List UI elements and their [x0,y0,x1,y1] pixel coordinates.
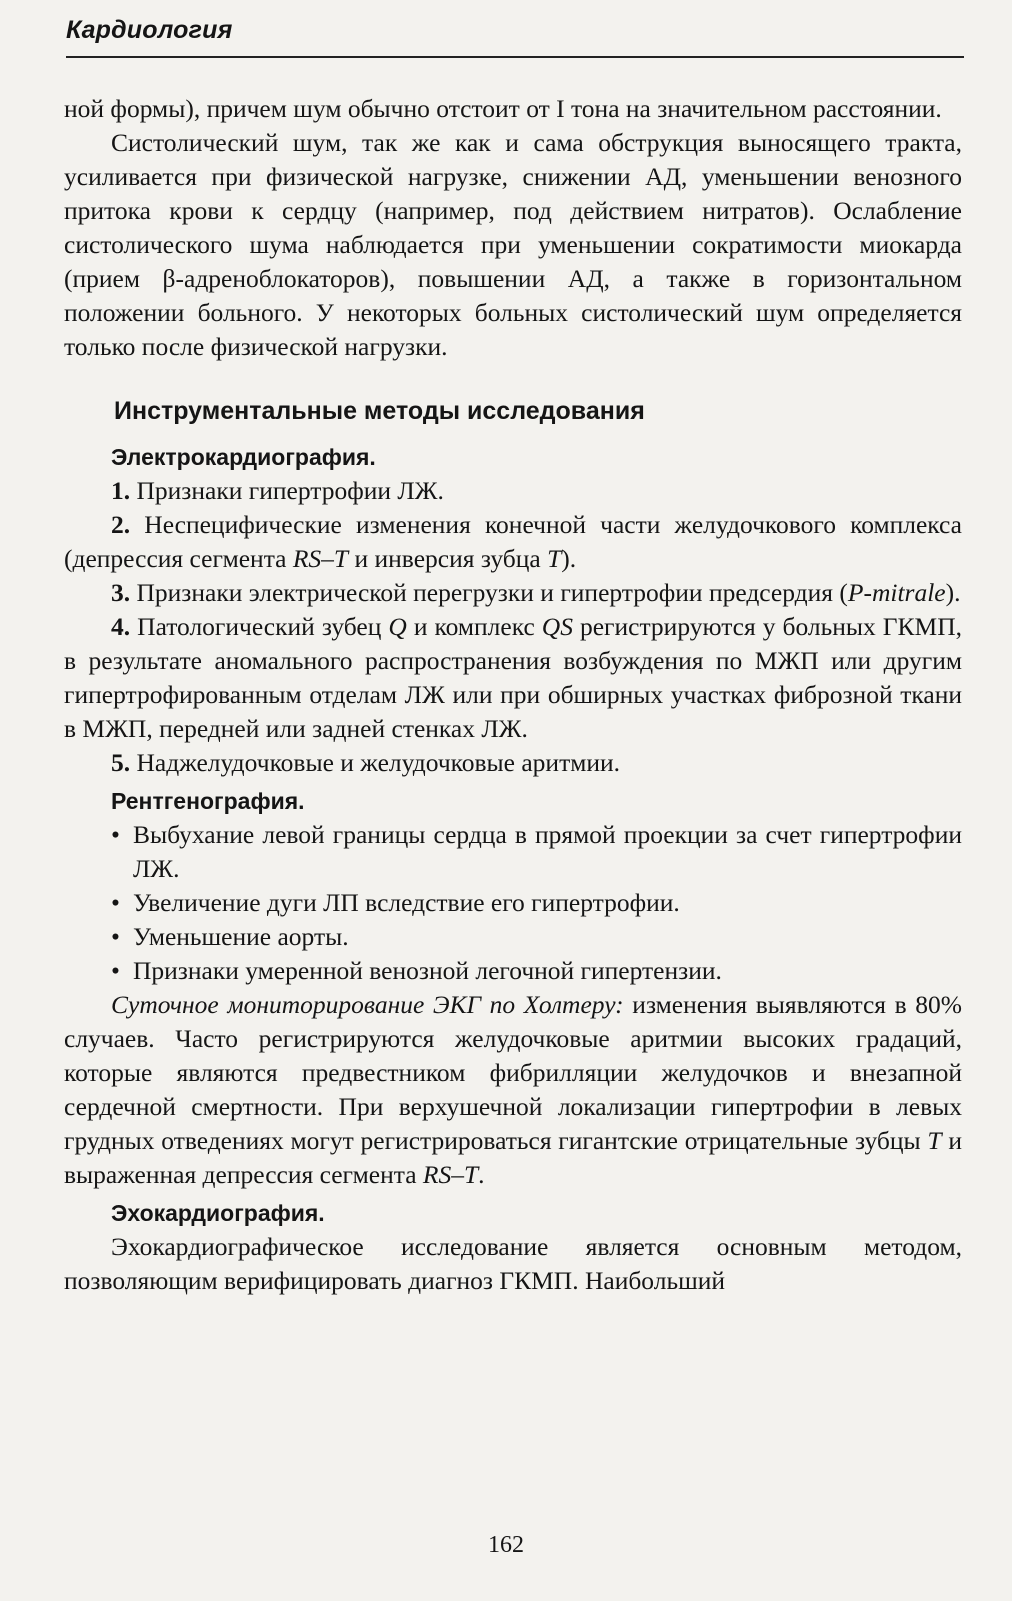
section-heading: Инструментальные методы исследования [114,397,645,425]
item-text: Наджелудочковые и желудочковые аритмии. [136,748,621,777]
item-text: Выбухание левой границы сердца в прямой проекции за счет гипертрофии ЛЖ. [133,820,962,883]
holter-term: RS–T [422,1160,479,1189]
xray-item-2 [64,886,962,920]
paragraph-echo: Эхокардиографическое исследование является основным методом, позволяющим верифицировать диагноз ГКМП. Наибольший [64,1232,962,1295]
xray-item-3 [64,920,962,954]
paragraph-systolic-murmur: Систолический шум, так же как и сама обструкция выносящего тракта, усиливается при физической нагрузке, снижении АД, уменьшении венозного притока крови к сердцу (например, под действием нитратов). Ослабление систолического шума наблюдается при уменьшении сократимости миокарда (прием β-адреноблокаторов), повышении АД, а также в горизонтальном положении больного. У некоторых больных систолический шум определяется только после физической нагрузки. [64,128,962,361]
subheading-ecg: Электрокардиография. [111,444,376,470]
item-text: и инверсия зубца [348,544,548,573]
holter-lead: Суточное мониторирование ЭКГ по Холтеру: [111,990,624,1019]
item-number: 1. [111,476,131,505]
ecg-item-3 [64,576,962,610]
holter-term: T [927,1126,942,1155]
item-term: T [547,544,562,573]
item-text: Признаки гипертрофии ЛЖ. [136,476,444,505]
holter-text: изменения выявляются в 80% случаев. Часто регистрируются желудочковые аритмии высоких градаций, которые являются предвестником фибрилляции желудочков и внезапной сердечной смертности. При верхушечной локализации гипертрофии в левых грудных отведениях могут регистрироваться гигантские отрицательные зубцы [64,990,962,1155]
item-term: Q [388,612,407,641]
page-body [64,92,962,1298]
ecg-item-5 [64,746,962,780]
item-text: Уменьшение аорты. [133,922,349,951]
item-text: Патологический зубец [137,612,389,641]
running-header [66,14,964,58]
item-text: Признаки электрической перегрузки и гипертрофии предсердия ( [136,578,848,607]
holter-text: . [478,1160,485,1189]
bullet-icon: • [111,956,120,985]
ecg-item-1 [64,474,962,508]
item-number: 4. [111,612,131,641]
item-text: Увеличение дуги ЛП вследствие его гипертрофии. [133,888,680,917]
item-number: 2. [111,510,131,539]
page-number: 162 [488,1532,524,1558]
ecg-item-4 [64,610,962,746]
subheading-xray: Рентгенография. [111,788,305,814]
subheading-echo: Эхокардиография. [111,1200,325,1226]
item-text: ). [561,544,577,573]
header-title: Кардиология [66,16,233,44]
item-text: Признаки умеренной венозной легочной гипертензии. [133,956,722,985]
item-term: P-mitrale [847,578,946,607]
item-text: ). [945,578,961,607]
holter-text: и выраженная депрессия сегмента [64,1126,962,1189]
item-term: RS–T [292,544,349,573]
item-term: QS [541,612,573,641]
item-text: Неспецифические изменения конечной части желудочкового комплекса (депрессия сегмента [64,510,962,573]
paragraph-continuation: ной формы), причем шум обычно отстоит от I тона на значительном расстоянии. [64,94,942,123]
bullet-icon: • [111,922,120,951]
item-number: 5. [111,748,131,777]
item-text: регистрируются у больных ГКМП, в результате аномального распространения возбуждения по МЖП или другим гипертрофированным отделам ЛЖ или при обширных участках фиброзной ткани в МЖП, передней или задней стенках ЛЖ. [64,612,963,743]
item-number: 3. [111,578,131,607]
xray-item-4 [64,954,962,988]
ecg-item-2 [64,508,962,576]
bullet-icon: • [111,888,120,917]
bullet-icon: • [111,820,120,849]
paragraph-holter [64,988,962,1192]
item-text: и комплекс [406,612,542,641]
xray-item-1 [64,818,962,886]
